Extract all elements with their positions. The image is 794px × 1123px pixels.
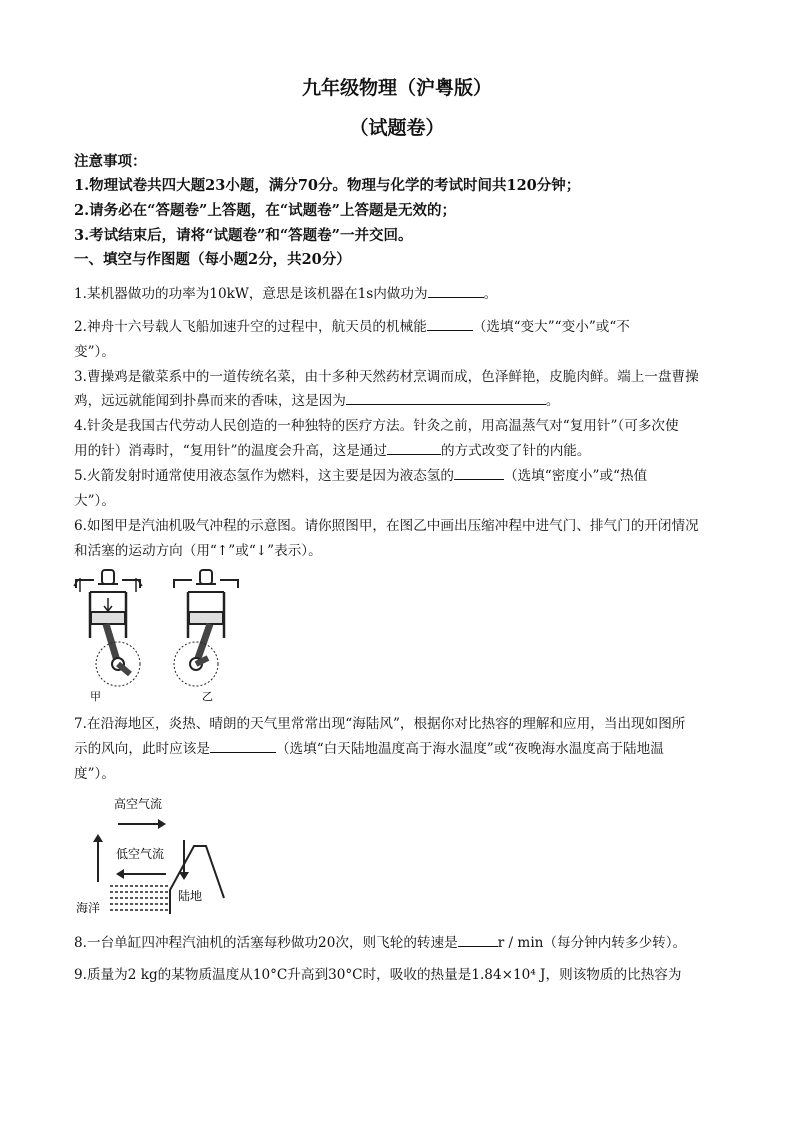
sea-waves [110,886,170,910]
arrow-up-icon [93,834,103,842]
question-2: 2.神舟十六号载人飞船加速升空的过程中，航天员的机械能 （选填“变大”“变小”或“不 [74,315,630,335]
question-6: 6.如图甲是汽油机吸气冲程的示意图。请你照图甲，在图乙中画出压缩冲程中进气门、排气门的开闭情况 [74,518,699,534]
notice-heading: 注意事项： [74,153,147,170]
land-outline [170,846,224,914]
notice-item-1: 1.物理试卷共四大题23小题，满分70分。物理与化学的考试时间共120分钟； [74,177,581,194]
question-6-cont: 和活塞的运动方向（用“↑”或“↓”表示）。 [74,543,322,559]
answer-blank[interactable] [427,316,473,331]
page-subtitle: （试题卷） [349,117,445,139]
question-7-cont-2: 度”）。 [74,766,115,782]
answer-blank[interactable] [454,465,504,480]
high-airflow-label: 高空气流 [114,797,163,811]
engine-a [74,570,142,686]
land-label: 陆地 [178,889,203,903]
question-2-cont: 变”）。 [74,344,115,360]
question-7-cont: 示的风向，此时应该是 （选填“白天陆地温度高于海水温度”或“夜晚海水温度高于陆地温 [74,737,664,757]
question-7: 7.在沿海地区，炎热、晴朗的天气里常常出现“海陆风”，根据你对比热容的理解和应用，当出现如图所 [74,716,686,732]
page-title: 九年级物理（沪粤版） [301,77,492,99]
arrow-left-icon [116,869,124,879]
question-5: 5.火箭发射时通常使用液态氢作为燃料，这主要是因为液态氢的 （选填“密度小”或“热值 [74,464,647,484]
question-5-cont: 大”）。 [74,493,115,509]
question-9: 9.质量为2 kg的某物质温度从10°C升高到30°C时，吸收的热量是1.84×10⁴ J，则该物质的比热容为 [74,967,682,983]
engine-label-b: 乙 [202,690,213,703]
section-heading: 一、填空与作图题（每小题2分，共20分） [74,251,351,268]
answer-blank[interactable] [210,738,276,753]
question-3: 3.曹操鸡是徽菜系中的一道传统名菜，由十多种天然药材烹调而成，色泽鲜艳，皮脆肉鲜。端上一盘曹操 [74,369,699,385]
question-1: 1.某机器做功的功率为10kW，意思是该机器在1s内做功为 。 [74,282,497,302]
question-3-cont: 鸡，远远就能闻到扑鼻而来的香味，这是因为 。 [74,389,559,409]
engine-diagram [70,568,250,704]
notice-item-2: 2.请务必在“答题卷”上答题，在“试题卷”上答题是无效的； [74,202,456,219]
answer-blank[interactable] [428,283,484,298]
arrow-down-icon [179,872,189,880]
arrow-right-icon [158,819,166,829]
sea-breeze-diagram [74,790,234,918]
answer-blank[interactable] [346,390,546,405]
answer-blank[interactable] [458,932,498,947]
question-4: 4.针灸是我国古代劳动人民创造的一种独特的医疗方法。针灸之前，用高温蒸气对“复用针”（可多次使 [74,418,679,434]
answer-blank[interactable] [387,440,441,455]
question-4-cont: 用的针）消毒时，“复用针”的温度会升高，这是通过 的方式改变了针的内能。 [74,439,591,459]
notice-item-3: 3.考试结束后，请将“试题卷”和“答题卷”一并交回。 [74,227,413,244]
engine-label-a: 甲 [90,690,101,703]
question-8: 8.一台单缸四冲程汽油机的活塞每秒做功20次，则飞轮的转速是 r / min（每分钟内转多少转）。 [74,931,686,951]
sea-label: 海洋 [76,901,101,915]
engine-b [174,570,238,686]
low-airflow-label: 低空气流 [116,847,165,861]
question-1-text: 1.某机器做功的功率为10kW，意思是该机器在1s内做功为 [74,286,428,302]
